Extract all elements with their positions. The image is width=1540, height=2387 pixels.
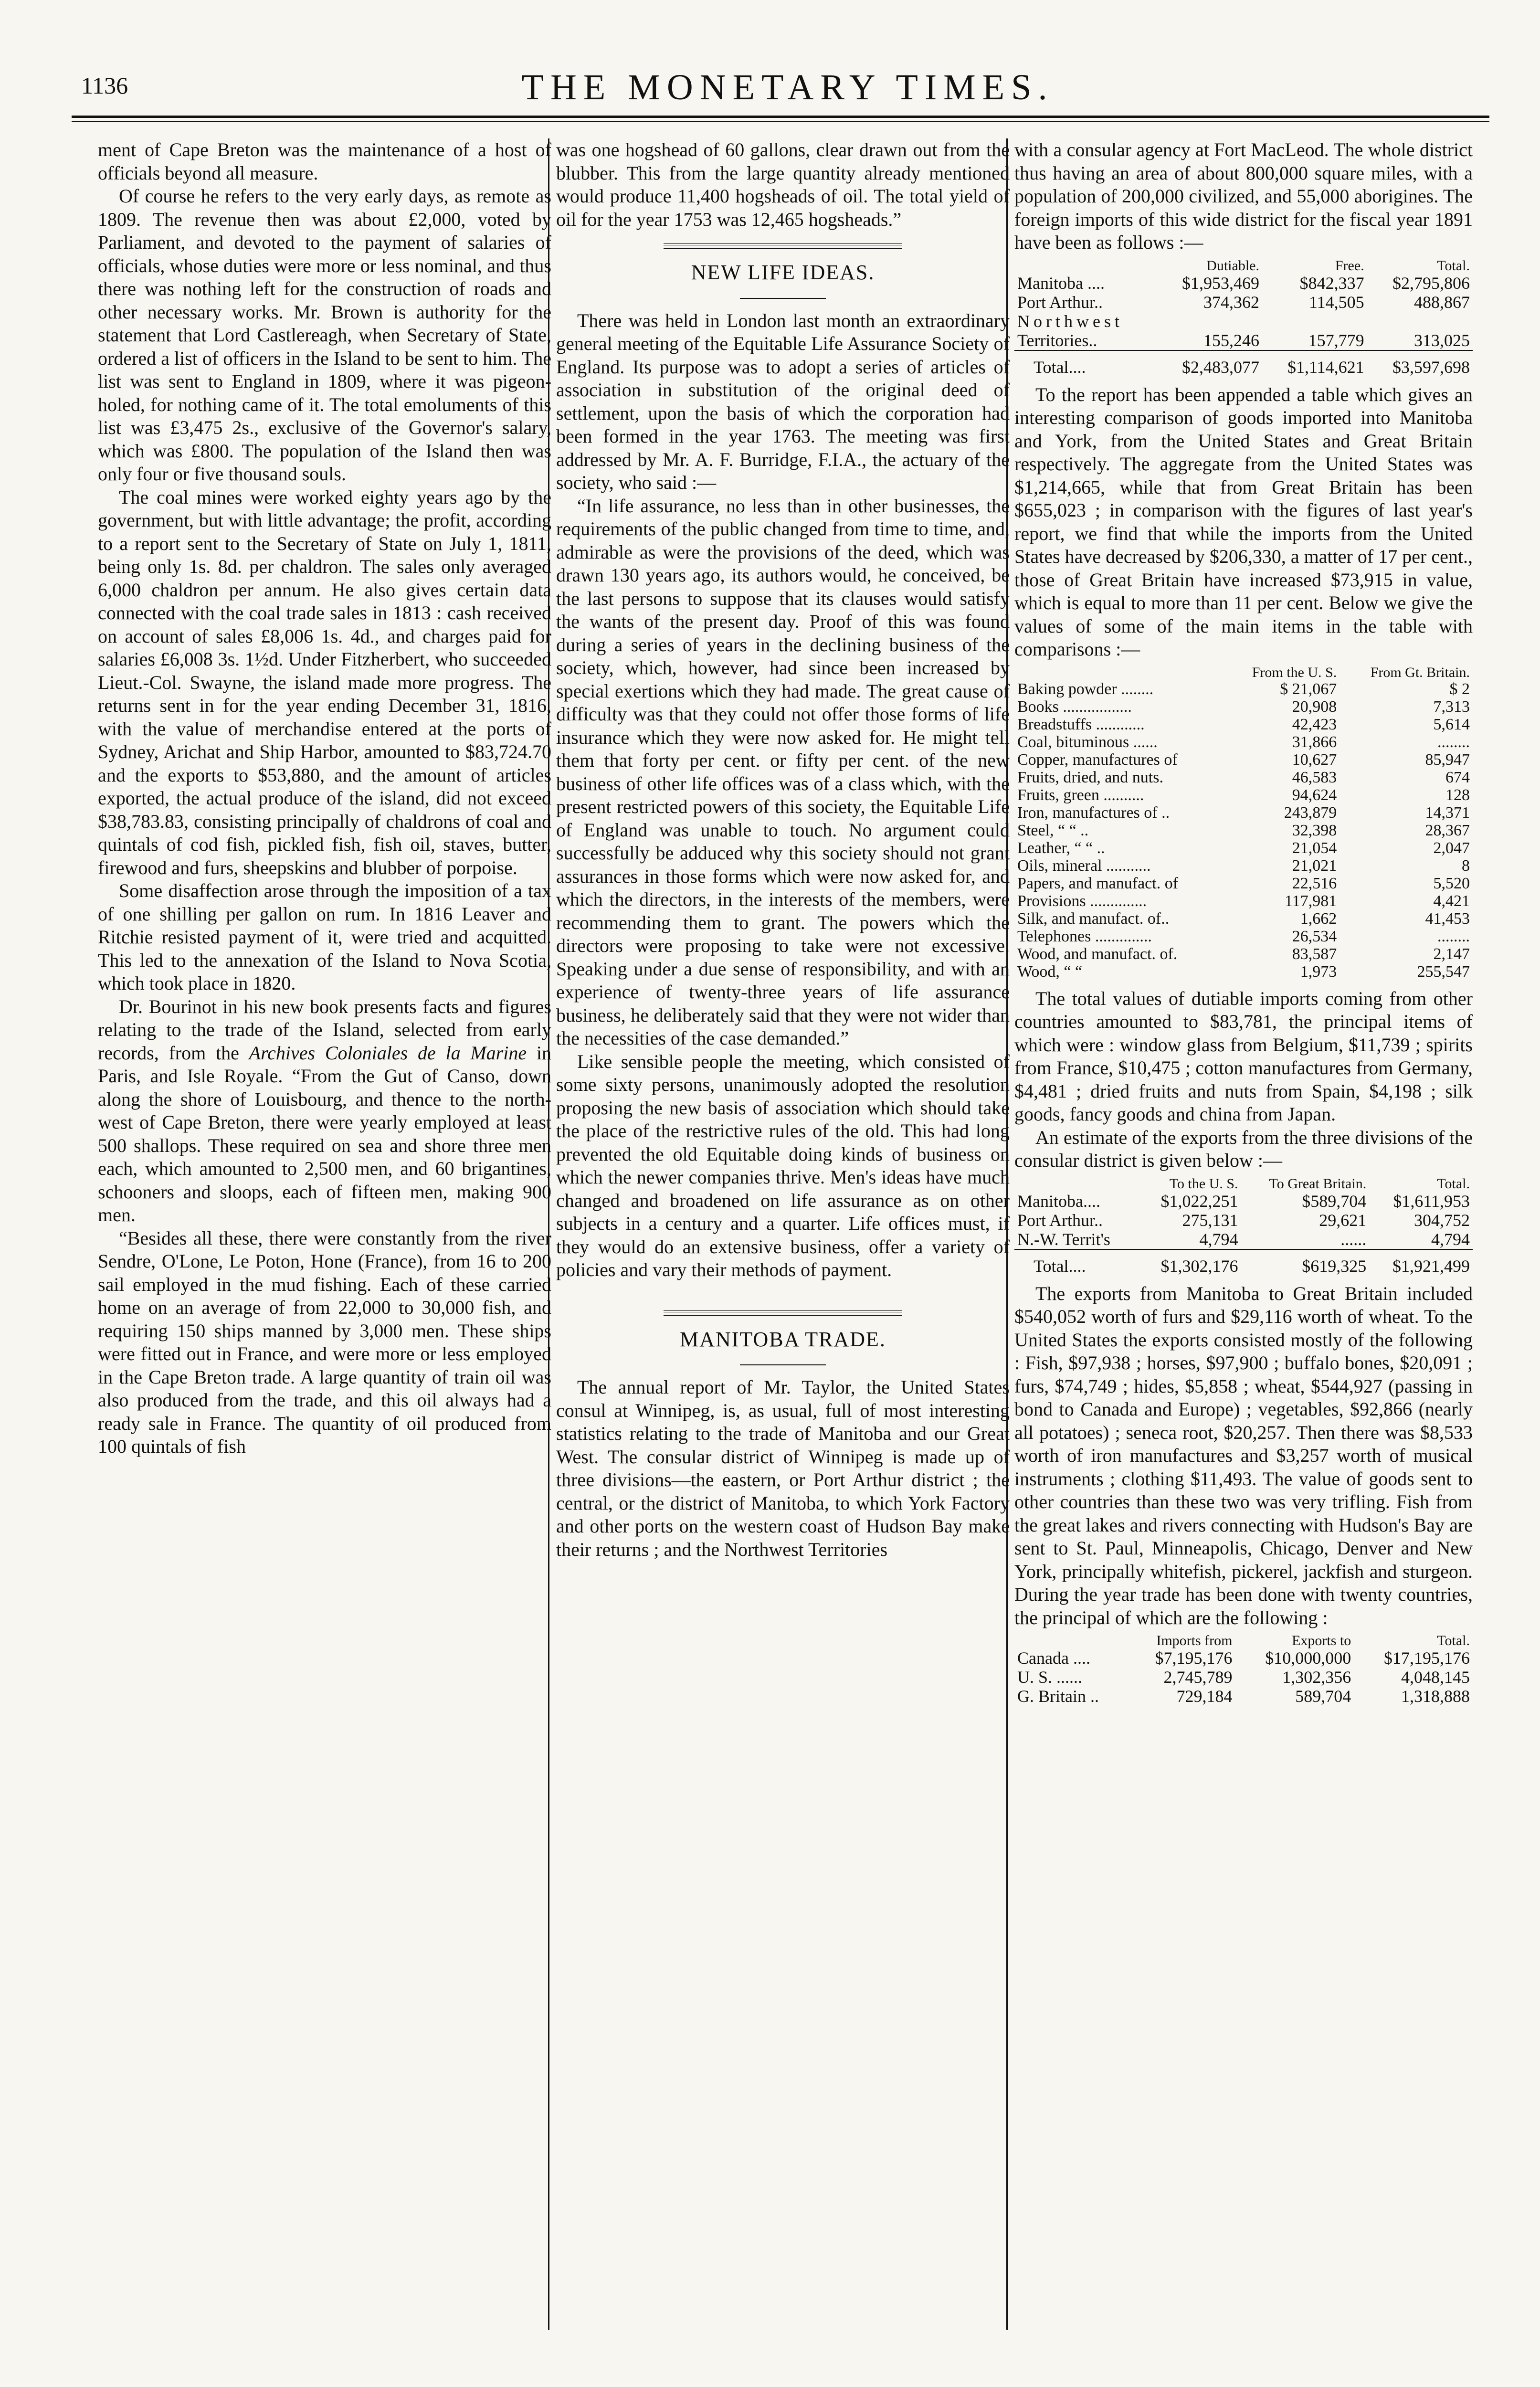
row-label: Total....	[1014, 350, 1157, 377]
cell: $1,302,176	[1138, 1249, 1241, 1276]
text-run: in Paris, and Isle Royale. “From the Gut of Canso, down along the shore of Louisbourg, and thence to the north-west of Cape Breton, there were yearly employed at least 500 shallops. These required on sea and shore three men each, which amounted to 2,500 men, and 60 brigantines, schooners and sloops, each of fifteen men, making 900 men.	[98, 1042, 552, 1225]
table-header-row	[1014, 1176, 1473, 1192]
column-header: Total.	[1437, 257, 1470, 274]
paragraph: There was held in London last month an extraordinary general meeting of the Equitable Life Assurance Society of England. Its purpose was to adopt a series of articles of association in substitution of the original deed of settlement, upon the basis of which the corporation had been formed in the year 1763. The meeting was first addressed by Mr. A. F. Burridge, F.I.A., the actuary of the society, who said :—	[556, 309, 1010, 493]
table-row	[1014, 769, 1473, 786]
cell: 94,624	[1292, 786, 1337, 804]
table-row	[1014, 839, 1473, 857]
row-label: U. S. ......	[1017, 1668, 1083, 1687]
imports-table	[1014, 258, 1473, 377]
column-header: Imports from	[1156, 1633, 1233, 1648]
table-row	[1014, 892, 1473, 910]
row-label: Territories..	[1017, 330, 1097, 350]
cell: 42,423	[1292, 715, 1337, 733]
table-row	[1014, 1668, 1473, 1687]
table-row	[1014, 786, 1473, 804]
cell: 128	[1445, 786, 1470, 804]
cell: $1,921,499	[1369, 1249, 1473, 1276]
table-row	[1014, 928, 1473, 945]
cell: 4,421	[1433, 892, 1470, 910]
table-row	[1014, 804, 1473, 822]
cell: 313,025	[1414, 330, 1470, 350]
cell: 41,453	[1425, 909, 1470, 928]
table-row	[1014, 1211, 1473, 1230]
page-number: 1136	[81, 72, 128, 99]
cell: 46,583	[1292, 768, 1337, 786]
cell: 488,867	[1414, 292, 1470, 312]
column-header: To the U. S.	[1169, 1175, 1238, 1192]
short-rule	[740, 298, 826, 299]
cell: 21,054	[1292, 839, 1337, 857]
masthead-title: THE MONETARY TIMES.	[521, 67, 1054, 107]
cell: 2,147	[1433, 945, 1470, 963]
cell: 157,779	[1308, 330, 1364, 350]
paragraph	[98, 995, 551, 1227]
table-row	[1014, 945, 1473, 963]
section-heading: NEW LIFE IDEAS.	[691, 261, 875, 284]
paragraph: Some disaffection arose through the imposition of a tax of one shilling per gallon on rum. In 1816 Leaver and Ritchie resisted payment of it, were tried and acquitted. This led to the annexation of the Island to Nova Scotia, which took place in 1820.	[98, 880, 551, 994]
table-header-row	[1014, 665, 1473, 680]
cell: ......	[1340, 1229, 1367, 1249]
row-label: Steel, “ “ ..	[1017, 821, 1089, 839]
row-label: Breadstuffs ............	[1017, 715, 1145, 733]
column-header: To Great Britain.	[1269, 1175, 1367, 1192]
table-row	[1014, 698, 1473, 716]
section-heading: MANITOBA TRADE.	[680, 1327, 886, 1351]
paragraph: was one hogshead of 60 gallons, clear drawn out from the blubber. This from the large quantity already mentioned would produce 11,400 hogsheads of oil. The total yield of oil for the year 1753 was 12,465 hogsheads.”	[556, 139, 1010, 230]
table-header-row	[1014, 258, 1473, 274]
column-header: From the U. S.	[1252, 664, 1337, 680]
cell: 243,879	[1284, 803, 1337, 822]
row-label: Port Arthur..	[1017, 1210, 1103, 1230]
cell: 32,398	[1292, 821, 1337, 839]
total-row	[1014, 350, 1473, 377]
cell: 275,131	[1182, 1210, 1238, 1230]
items-table	[1014, 665, 1473, 981]
paragraph: The annual report of Mr. Taylor, the United States consul at Winnipeg, is, as usual, full of most interesting statistics relating to the trade of Manitoba and our Great West. The consular district of Winnipeg is made up of three divisions—the eastern, or Port Arthur district ; the central, or the district of Manitoba, to which York Factory and other ports on the western coast of Hudson Bay make their returns ; and the Northwest Territories	[556, 1376, 1010, 1560]
table-row	[1014, 331, 1473, 350]
table-row	[1014, 1230, 1473, 1249]
table-row	[1014, 733, 1473, 751]
table-row	[1014, 1192, 1473, 1211]
cell: 2,745,789	[1163, 1668, 1233, 1687]
cell: 589,704	[1295, 1687, 1351, 1706]
text-run: Dr. Bourinot in his new book presents facts and figures relating to the trade of the Island, selected from early records, from the	[98, 995, 551, 1064]
cell: 21,021	[1292, 856, 1337, 875]
cell: 1,302,356	[1282, 1668, 1351, 1687]
column-header: Total.	[1437, 1175, 1470, 1192]
cell: 1,973	[1300, 962, 1337, 981]
cell: 4,794	[1199, 1229, 1238, 1249]
cell: $ 2	[1449, 680, 1470, 698]
cell: $589,704	[1302, 1191, 1367, 1211]
cell: $10,000,000	[1265, 1648, 1351, 1668]
cell: 20,908	[1292, 697, 1337, 716]
row-label: Port Arthur..	[1017, 292, 1103, 312]
row-label: Provisions ..............	[1017, 892, 1147, 910]
row-label: Leather, “ “ ..	[1017, 839, 1105, 857]
section-rule	[664, 1310, 902, 1316]
cell: 674	[1445, 768, 1470, 786]
table-row	[1014, 680, 1473, 698]
italic-title: Archives Coloniales de la Marine	[249, 1042, 527, 1064]
row-label: G. Britain ..	[1017, 1687, 1099, 1706]
section-rule	[664, 243, 902, 249]
header-rule-thin	[72, 121, 1489, 122]
cell: $2,795,806	[1392, 273, 1470, 293]
cell: ........	[1437, 927, 1470, 945]
header-rule	[72, 116, 1489, 118]
cell: 155,246	[1203, 330, 1259, 350]
table-row	[1014, 312, 1473, 331]
row-label: N.-W. Territ's	[1017, 1229, 1110, 1249]
table-row	[1014, 751, 1473, 769]
cell: $1,611,953	[1393, 1191, 1470, 1211]
cell: 8	[1462, 856, 1470, 875]
cell: $17,195,176	[1384, 1648, 1470, 1668]
cell: 7,313	[1433, 697, 1470, 716]
cell: 28,367	[1425, 821, 1470, 839]
table-row	[1014, 716, 1473, 733]
table-row	[1014, 274, 1473, 293]
row-label: Fruits, dried, and nuts.	[1017, 768, 1163, 786]
paragraph: The total values of dutiable imports coming from other countries amounted to $83,781, the principal items of which were : window glass from Belgium, $11,739 ; spirits from France, $10,475 ; cotton manufactures from Germany, $4,481 ; dried fruits and nuts from Spain, $4,198 ; silk goods, fancy goods and china from Japan.	[1014, 987, 1473, 1125]
cell: 14,371	[1425, 803, 1470, 822]
column-2	[556, 138, 1010, 1561]
table-row	[1014, 1687, 1473, 1706]
paragraph: ment of Cape Breton was the maintenance of a host of officials beyond all measure.	[98, 139, 551, 184]
short-rule	[740, 1364, 826, 1365]
cell: $1,953,469	[1181, 273, 1259, 293]
cell: $2,483,077	[1157, 350, 1262, 377]
paragraph: The exports from Manitoba to Great Britain included $540,052 worth of furs and $29,116 worth of wheat. To the United States the exports consisted mostly of the following : Fish, $97,938 ; horses, $97,900 ; buffalo bones, $20,091 ; furs, $74,749 ; hides, $5,858 ; wheat, $544,927 (passing in bond to Canada and Europe) ; vegetables, $92,866 (nearly all potatoes) ; seneca root, $20,257. Then there was $8,533 worth of iron manufactures and $3,257 worth of musical instruments ; clothing $11,493. The value of goods sent to other countries than these two was very trifling. Fish from the great lakes and rivers connecting with Hudson's Bay are sent to St. Paul, Minneapolis, Chicago, Denver and New York, principally whitefish, pickerel, jackfish and sturgeon. During the year trade has been done with twenty countries, the principal of which are the following :	[1014, 1282, 1473, 1628]
row-label: Books .................	[1017, 697, 1132, 716]
row-label: Baking powder ........	[1017, 680, 1154, 698]
cell: 5,614	[1433, 715, 1470, 733]
table-row	[1014, 963, 1473, 981]
paragraph: “In life assurance, no less than in other businesses, the requirements of the public changed from time to time, and, admirable as were the provisions of the deed, which was drawn 130 years ago, its authors would, he conceived, be the last persons to suppose that its clauses would satisfy the wants of the present day. Proof of this was found during a series of years in the declining business of the society, which, however, had since been increased by special exertions which they had made. The great cause of difficulty was that they could not offer those forms of life insurance which they were now asked for. He might tell them that forty per cent. or fifty per cent. of the new business of other life offices was of a class which, with the present restricted powers of this society, the Equitable Life of England was unable to touch. No argument could successfully be adduced why this society should not grant assurances in those forms which were now asked for, and which the directors, in the interests of the members, were recommending them to grant. The powers which the directors were proposing to take were not excessive. Speaking under a due sense of responsibility, and with an experience of twenty-three years of life assurance business, he deliberately said that they were not wider than the necessities of the case demanded.”	[556, 495, 1010, 1049]
cell: 29,621	[1319, 1210, 1367, 1230]
cell: $ 21,067	[1280, 680, 1337, 698]
cell: 117,981	[1285, 892, 1337, 910]
column-header: Free.	[1335, 257, 1364, 274]
row-label: Northwest	[1017, 311, 1123, 331]
cell: 83,587	[1292, 945, 1337, 963]
cell: 10,627	[1292, 750, 1337, 769]
table-row	[1014, 857, 1473, 875]
cell: 374,362	[1203, 292, 1259, 312]
cell: 31,866	[1292, 733, 1337, 751]
cell: 22,516	[1292, 874, 1337, 892]
table-row	[1014, 1648, 1473, 1668]
row-label: Manitoba....	[1017, 1191, 1100, 1211]
exports-table	[1014, 1176, 1473, 1276]
cell: 2,047	[1433, 839, 1470, 857]
cell: $7,195,176	[1155, 1648, 1233, 1668]
cell: ........	[1437, 733, 1470, 751]
cell: $1,114,621	[1262, 350, 1367, 377]
cell: 1,318,888	[1401, 1687, 1470, 1706]
paragraph: Of course he refers to the very early days, as remote as 1809. The revenue then was about £2,000, voted by Parliament, and devoted to the payment of salaries of officials, whose duties were more or less nominal, and thus there was nothing left for the construction of roads and other necessary works. Mr. Brown is authority for the statement that Lord Castlereagh, when Secretary of State, ordered a list of officers in the Island to be sent to him. The list was sent to England in 1809, where it was pigeon-holed, for nothing came of it. The total emoluments of this list was £3,475 2s., exclusive of the Governor's salary, which was £800. The population of the Island then was only four or five thousand souls.	[98, 185, 551, 485]
table-row	[1014, 875, 1473, 892]
row-label: Wood, “ “	[1017, 962, 1083, 981]
trade-table	[1014, 1633, 1473, 1706]
cell: $619,325	[1241, 1249, 1370, 1276]
cell: $1,022,251	[1160, 1191, 1238, 1211]
cell: 729,184	[1176, 1687, 1233, 1706]
cell: 114,505	[1308, 292, 1364, 312]
column-header: Total.	[1437, 1633, 1470, 1648]
column-header: From Gt. Britain.	[1370, 664, 1470, 680]
table-row	[1014, 293, 1473, 312]
row-label: Total....	[1014, 1249, 1138, 1276]
total-row	[1014, 1249, 1473, 1276]
paragraph: with a consular agency at Fort MacLeod. The whole district thus having an area of about 800,000 square miles, with a population of 200,000 civilized, and 55,000 aborigines. The foreign imports of this wide district for the fiscal year 1891 have been as follows :—	[1014, 139, 1473, 253]
row-label: Papers, and manufact. of	[1017, 874, 1179, 892]
page-header	[72, 67, 1504, 110]
row-label: Telephones ..............	[1017, 927, 1152, 945]
row-label: Manitoba ....	[1017, 273, 1105, 293]
row-label: Fruits, green ..........	[1017, 786, 1144, 804]
row-label: Canada ....	[1017, 1648, 1090, 1668]
cell: 4,794	[1431, 1229, 1470, 1249]
cell: 26,534	[1292, 927, 1337, 945]
table-row	[1014, 910, 1473, 928]
column-1	[98, 138, 551, 1458]
row-label: Coal, bituminous ......	[1017, 733, 1158, 751]
column-header: Exports to	[1292, 1633, 1351, 1648]
table-header-row	[1014, 1633, 1473, 1648]
paragraph: Like sensible people the meeting, which consisted of some sixty persons, unanimously adopted the resolution proposing the new basis of association which should take the place of the restrictive rules of the old. This had long prevented the old Equitable doing kinds of business on which the newer companies thrive. Men's ideas have much changed and broadened on life assurance as on other subjects in a century and a quarter. Life offices must, if they would do an extensive business, offer a variety of policies and vary their methods of payment.	[556, 1050, 1010, 1280]
row-label: Copper, manufactures of	[1017, 750, 1178, 769]
row-label: Wood, and manufact. of.	[1017, 945, 1178, 963]
column-header: Dutiable.	[1206, 257, 1259, 274]
cell: $3,597,698	[1367, 350, 1473, 377]
paragraph: “Besides all these, there were constantly from the river Sendre, O'Lone, Le Poton, Hone (France), from 16 to 200 sail employed in the mud fishing. Each of these carried home on an average of from 22,000 to 30,000 fish, and requiring 150 ships manned by 3,000 men. These ships were fitted out in France, and were more or less employed in the Cape Breton trade. A large quantity of train oil was also produced from the trade, and this oil always had a ready sale in France. The quantity of oil produced from 100 quintals of fish	[98, 1227, 551, 1457]
table-row	[1014, 822, 1473, 839]
paragraph: To the report has been appended a table which gives an interesting comparison of goods imported into Manitoba and York, from the United States and Great Britain respectively. The aggregate from the United States was $1,214,665, while that from Great Britain has been $655,023 ; in comparison with the figures of last year's report, we find that while the imports from the United States have decreased by $206,330, a matter of 17 per cent., those of Great Britain have increased $73,915 in value, which is equal to more than 11 per cent. Below we give the values of some of the main items in the table with comparisons :—	[1014, 383, 1473, 660]
row-label: Iron, manufactures of ..	[1017, 803, 1170, 822]
cell: 304,752	[1414, 1210, 1470, 1230]
cell: 4,048,145	[1401, 1668, 1470, 1687]
row-label: Oils, mineral ...........	[1017, 856, 1151, 875]
cell: $842,337	[1299, 273, 1364, 293]
row-label: Silk, and manufact. of..	[1017, 909, 1170, 928]
cell: 1,662	[1300, 909, 1337, 928]
column-3	[1014, 138, 1473, 1712]
cell: 85,947	[1425, 750, 1470, 769]
cell: 5,520	[1433, 874, 1470, 892]
paragraph: An estimate of the exports from the three divisions of the consular district is given below :—	[1014, 1126, 1473, 1171]
cell: 255,547	[1417, 962, 1470, 981]
paragraph: The coal mines were worked eighty years ago by the government, but with little advantage; the profit, according to a report sent to the Secretary of State on July 1, 1811, being only 1s. 8d. per chaldron. The sales only averaged 6,000 chaldron per annum. He also gives certain data connected with the coal trade sales in 1813 : cash received on account of sales £8,006 1s. 4d., and charges paid for salaries £6,008 3s. 1½d. Under Fitzherbert, who succeeded Lieut.-Col. Swayne, the island made more progress. The returns sent in for the year ending December 31, 1816, with the value of merchandise entered at the ports of Sydney, Arichat and Ship Harbor, amounted to $83,724.70 and the exports to $53,880, and the amount of articles exported, the actual produce of the island, did not exceed $38,783.83, consisting principally of chaldrons of coal and quintals of cod fish, pickled fish, fish oil, staves, butter, firewood and furs, sheepskins and blubber of porpoise.	[98, 486, 551, 878]
